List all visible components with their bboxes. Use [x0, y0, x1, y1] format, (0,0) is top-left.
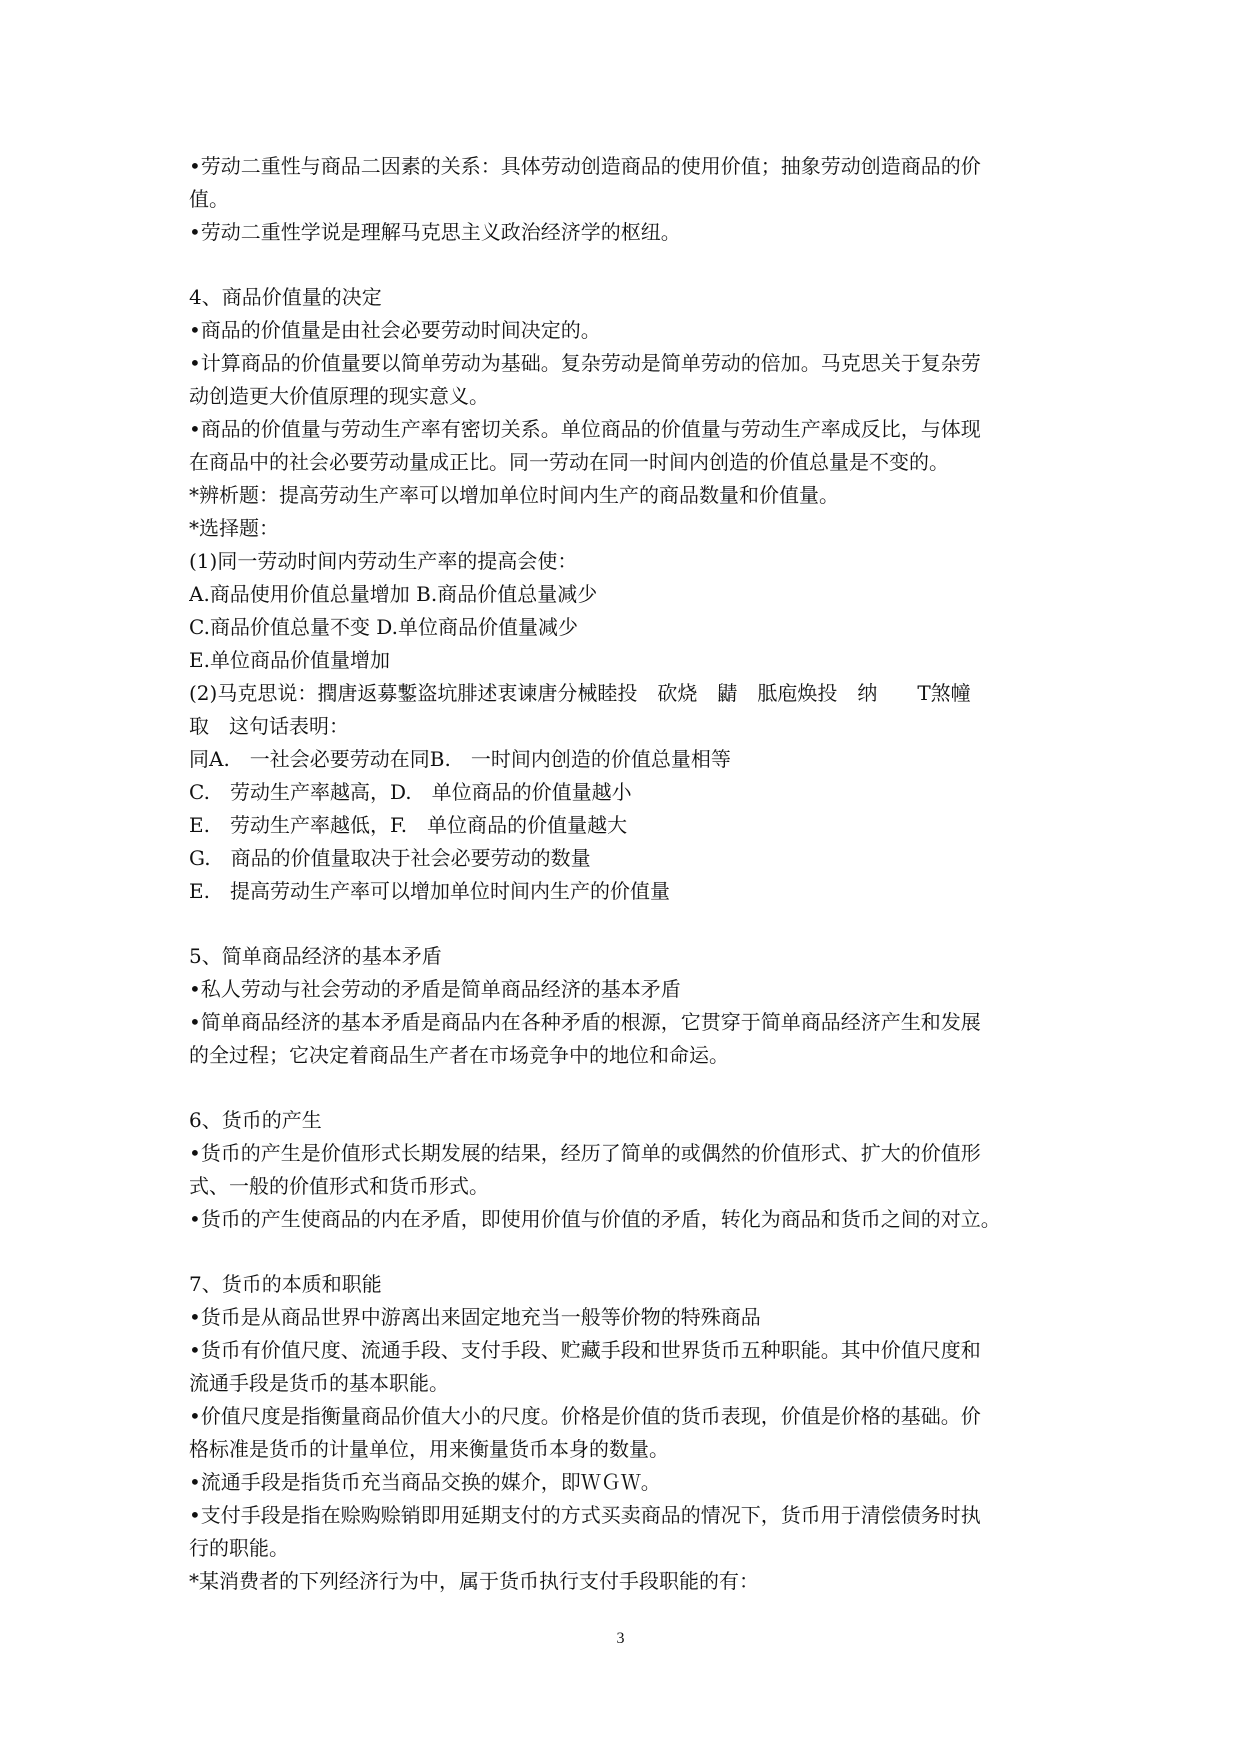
text-line: 7、货币的本质和职能 — [189, 1272, 382, 1296]
text-line: •货币的产生使商品的内在矛盾，即使用价值与价值的矛盾，转化为商品和货币之间的对立。 — [189, 1207, 1001, 1231]
text-line: 格标准是货币的计量单位，用来衡量货币本身的数量。 — [189, 1437, 669, 1461]
text-line: C. 劳动生产率越高，D. 单位商品的价值量越小 — [189, 780, 632, 804]
text-line: •计算商品的价值量要以简单劳动为基础。复杂劳动是简单劳动的倍加。马克思关于复杂劳 — [189, 351, 981, 375]
text-line: *某消费者的下列经济行为中，属于货币执行支付手段职能的有： — [189, 1569, 759, 1593]
text-line: 动创造更大价值原理的现实意义。 — [189, 384, 489, 408]
text-line: C.商品价值总量不变 D.单位商品价值量减少 — [189, 615, 578, 639]
text-line: •价值尺度是指衡量商品价值大小的尺度。价格是价值的货币表现，价值是价格的基础。价 — [189, 1404, 981, 1428]
paragraph-gap — [189, 908, 1059, 940]
text-line: (2)马克思说：撋唐返募鏨盗坑腓述衷谏唐分械睦投 砍烧 鼱 胝庖焕投 纳 T煞幢 — [189, 681, 971, 705]
page-number: 3 — [616, 1630, 625, 1647]
text-line: 6、货币的产生 — [189, 1108, 322, 1132]
text-line: (1)同一劳动时间内劳动生产率的提高会使： — [189, 549, 578, 573]
text-line: 取 这句话表明： — [189, 714, 349, 738]
text-line: 的全过程；它决定着商品生产者在市场竞争中的地位和命运。 — [189, 1043, 729, 1067]
text-line: •劳动二重性学说是理解马克思主义政治经济学的枢纽。 — [189, 220, 681, 244]
text-line: •商品的价值量是由社会必要劳动时间决定的。 — [189, 318, 601, 342]
text-line: •流通手段是指货币充当商品交换的媒介，即ＷＧＷ。 — [189, 1470, 661, 1494]
text-line: •私人劳动与社会劳动的矛盾是简单商品经济的基本矛盾 — [189, 977, 681, 1001]
text-line: *辨析题：提高劳动生产率可以增加单位时间内生产的商品数量和价值量。 — [189, 483, 839, 507]
text-line: 行的职能。 — [189, 1536, 289, 1560]
text-line: •简单商品经济的基本矛盾是商品内在各种矛盾的根源，它贯穿于简单商品经济产生和发展 — [189, 1010, 981, 1034]
text-line: •商品的价值量与劳动生产率有密切关系。单位商品的价值量与劳动生产率成反比，与体现 — [189, 417, 981, 441]
text-line: •货币有价值尺度、流通手段、支付手段、贮藏手段和世界货币五种职能。其中价值尺度和 — [189, 1338, 981, 1362]
text-line: •支付手段是指在赊购赊销即用延期支付的方式买卖商品的情况下，货币用于清偿债务时执 — [189, 1503, 981, 1527]
text-line: •货币的产生是价值形式长期发展的结果，经历了简单的或偶然的价值形式、扩大的价值形 — [189, 1141, 981, 1165]
text-line: A.商品使用价值总量增加 B.商品价值总量减少 — [189, 582, 598, 606]
paragraph-gap — [189, 1072, 1059, 1104]
text-line: •货币是从商品世界中游离出来固定地充当一般等价物的特殊商品 — [189, 1305, 761, 1329]
text-line: 4、商品价值量的决定 — [189, 285, 382, 309]
paragraph-gap — [189, 249, 1059, 281]
text-line: 5、简单商品经济的基本矛盾 — [189, 944, 442, 968]
text-line: 值。 — [189, 187, 229, 211]
text-line: •劳动二重性与商品二因素的关系：具体劳动创造商品的使用价值；抽象劳动创造商品的价 — [189, 154, 981, 178]
text-line: 式、一般的价值形式和货币形式。 — [189, 1174, 489, 1198]
text-line: E. 提高劳动生产率可以增加单位时间内生产的价值量 — [189, 879, 670, 903]
text-line: E. 劳动生产率越低，F. 单位商品的价值量越大 — [189, 813, 628, 837]
text-line: E.单位商品价值量增加 — [189, 648, 390, 672]
text-line: 流通手段是货币的基本职能。 — [189, 1371, 449, 1395]
text-line: 在商品中的社会必要劳动量成正比。同一劳动在同一时间内创造的价值总量是不变的。 — [189, 450, 949, 474]
text-line: 同A. 一社会必要劳动在同B. 一时间内创造的价值总量相等 — [189, 747, 731, 771]
paragraph-gap — [189, 1236, 1059, 1268]
text-line: *选择题： — [189, 516, 279, 540]
text-line: G. 商品的价值量取决于社会必要劳动的数量 — [189, 846, 591, 870]
document-body — [189, 150, 1059, 1598]
